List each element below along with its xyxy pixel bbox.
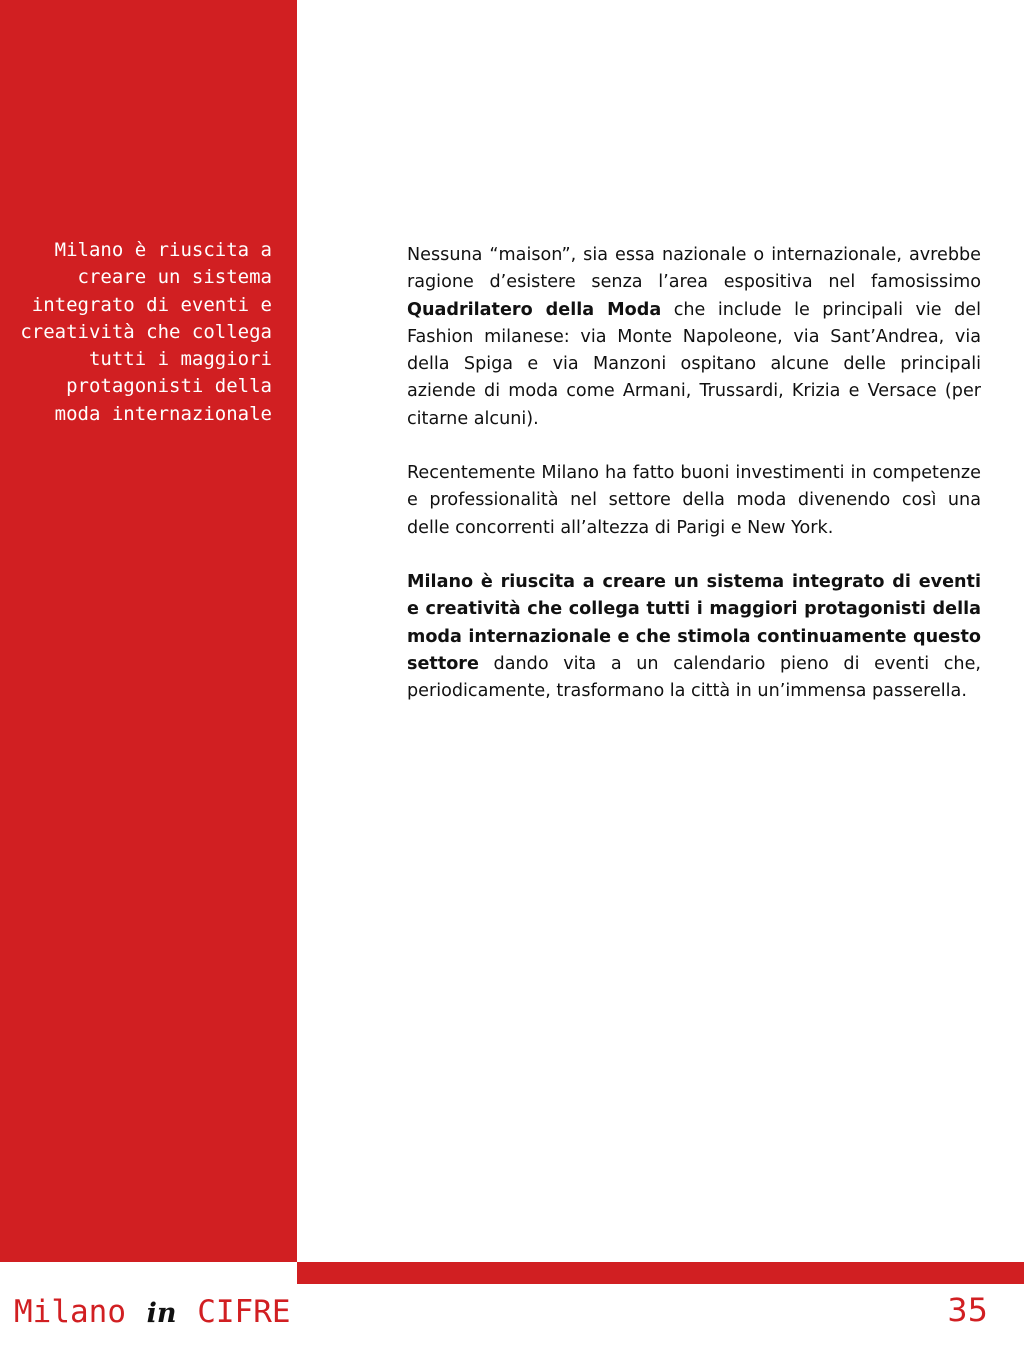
main-content xyxy=(407,242,981,705)
paragraph-1-bold: Quadrilatero della Moda xyxy=(407,299,662,320)
footer-brand xyxy=(14,1292,291,1334)
sidebar-quote: Milano è riuscita a creare un sistema integrato di eventi e creatività che collega tutti i maggiori protagonisti della moda internazionale xyxy=(20,239,272,425)
brand-in: in xyxy=(146,1298,177,1329)
paragraph-2: Recentemente Milano ha fatto buoni investimenti in competenze e professionalità nel settore della moda divenendo così una delle concorrenti all’altezza di Parigi e New York. xyxy=(407,463,981,538)
paragraph-3 xyxy=(407,569,981,705)
brand-cifre: CIFRE xyxy=(197,1294,291,1330)
paragraph-1 xyxy=(407,242,981,433)
bottom-accent-band xyxy=(297,1262,1024,1284)
sidebar xyxy=(0,0,297,1262)
page-number: 35 xyxy=(947,1291,988,1329)
paragraph-3-bold: Milano è riuscita a creare un sistema integrato di eventi e creatività che collega tutti i maggiori protagonisti della moda internazionale e che stimola continuamente questo settore xyxy=(407,571,981,674)
paragraph-1-text-start: Nessuna “maison”, sia essa nazionale o internazionale, avrebbe ragione d’esistere senza l’area espositiva nel famosissimo xyxy=(407,245,981,293)
paragraph-3-text-end: dando vita a un calendario pieno di eventi che, periodicamente, trasformano la città in un’immensa passerella. xyxy=(407,653,981,702)
footer xyxy=(0,1284,1024,1365)
brand-milano: Milano xyxy=(14,1294,126,1330)
paragraph-1-text-end: che include le principali vie del Fashion milanese: via Monte Napoleone, via Sant’Andrea, via della Spiga e via Manzoni ospitano alcune delle principali aziende di moda come Armani, Trussardi, Krizia e Versace (per citarne alcuni). xyxy=(407,299,982,429)
